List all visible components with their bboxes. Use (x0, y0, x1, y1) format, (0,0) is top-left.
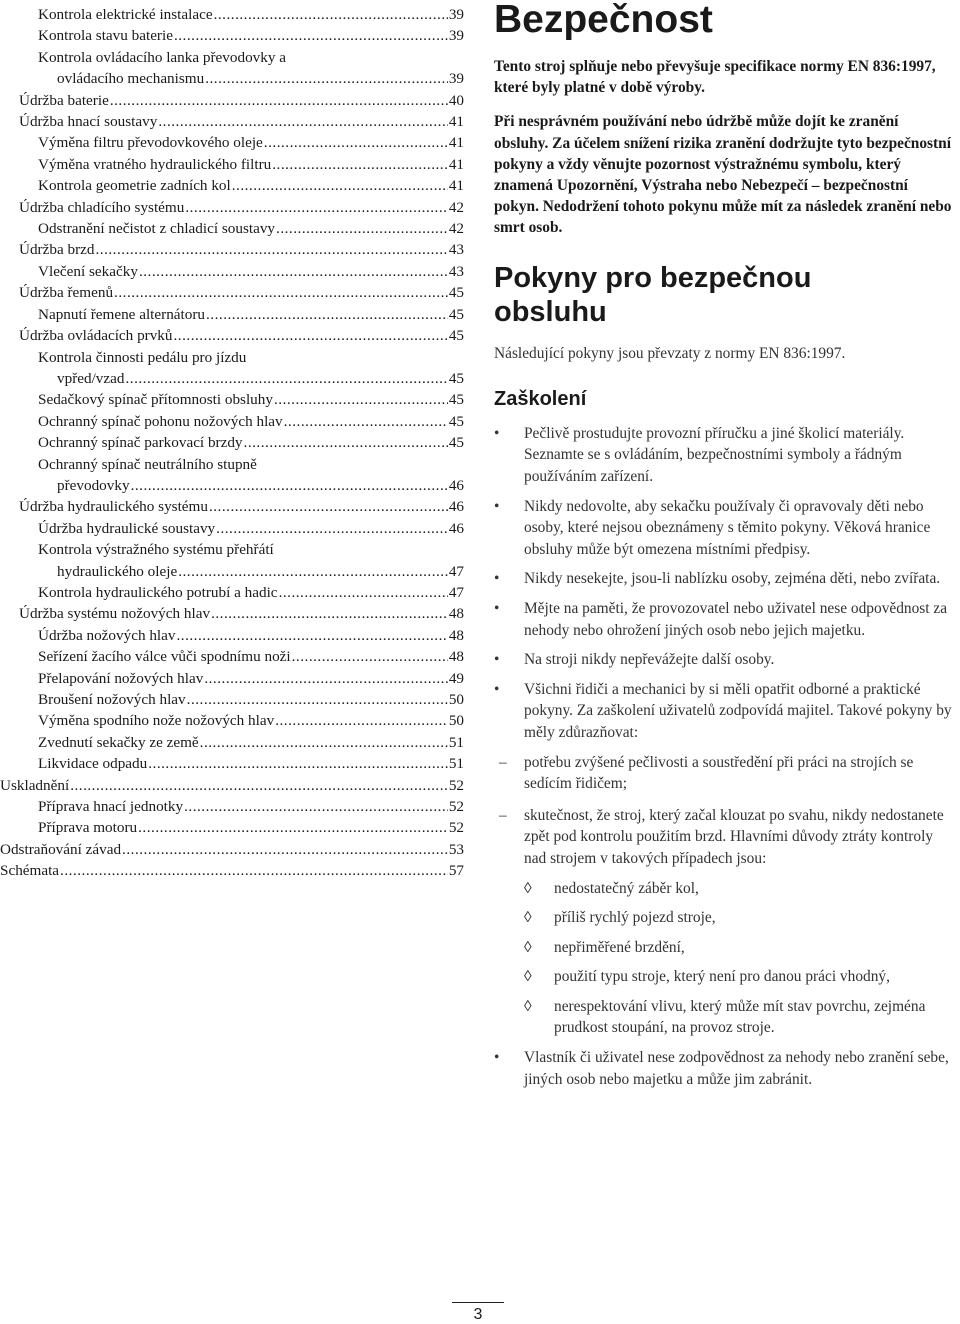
toc-entry (0, 796, 464, 817)
toc-entry-title: Sedačkový spínač přítomnosti obsluhy (38, 391, 273, 409)
toc-leader-dots (187, 689, 448, 710)
bullet-icon: • (494, 651, 500, 669)
table-of-contents (0, 4, 464, 882)
toc-page-number: 43 (448, 241, 464, 259)
dash-icon: – (499, 806, 507, 824)
list-item (494, 496, 956, 561)
diamond-icon: ◊ (524, 968, 532, 986)
toc-page-number: 46 (448, 498, 464, 516)
toc-leader-dots (279, 582, 448, 603)
toc-entry-title: Kontrola ovládacího lanka převodovky a (38, 48, 286, 66)
list-item-text: skutečnost, že stroj, který začal klouzat po svahu, nikdy nedostanete zpět pod kontrolu použitím brzd. Hlavními důvody ztráty kontroly nad strojem v takových případech jsou: (524, 806, 944, 867)
toc-page-number: 45 (448, 434, 464, 452)
toc-entry-title-continued: převodovky (57, 476, 130, 494)
toc-leader-dots (174, 325, 448, 346)
list-item-text: Všichni řidiči a mechanici by si měli opatřit odborné a praktické pokyny. Za zaškolení uživatelů zodpovídá majitel. Takové pokyny by měly zdůrazňovat: (524, 680, 952, 741)
toc-entry-title: Údržba řemenů (19, 284, 114, 302)
toc-page-number: 39 (448, 27, 464, 45)
toc-page-number: 39 (448, 6, 464, 23)
list-item-text: Nikdy nedovolte, aby sekačku používaly či opravovaly děti nebo osoby, které nejsou obeznámeny s těmito pokyny. Věková hranice obsluhy může být omezena místními předpisy. (524, 497, 931, 558)
list-item (494, 568, 956, 590)
toc-entry (0, 347, 464, 390)
toc-page-number: 47 (448, 583, 464, 601)
toc-page-number: 49 (448, 669, 464, 687)
toc-entry-title: Zvednutí sekačky ze země (38, 733, 199, 751)
list-item (494, 679, 956, 744)
toc-entry-title: Napnutí řemene alternátoru (38, 305, 205, 323)
toc-page-number: 51 (448, 755, 464, 773)
toc-leader-dots (122, 839, 448, 860)
toc-page-number: 50 (448, 691, 464, 708)
toc-leader-dots (204, 668, 447, 689)
toc-entry (0, 860, 464, 881)
list-item-text: potřebu zvýšené pečlivosti a soustředění při práci na strojích se sedícím řidičem; (524, 753, 914, 793)
toc-entry (0, 90, 464, 111)
toc-leader-dots (264, 132, 448, 153)
toc-leader-dots (216, 518, 448, 539)
toc-leader-dots (138, 817, 448, 838)
toc-entry-title: Kontrola elektrické instalace (38, 6, 213, 23)
toc-page-number: 41 (448, 155, 464, 173)
toc-entry (0, 111, 464, 132)
bullet-icon: • (494, 570, 500, 588)
toc-entry (0, 689, 464, 710)
toc-entry-title: Údržba baterie (19, 91, 109, 109)
list-item (524, 878, 956, 900)
toc-leader-dots (275, 710, 448, 731)
toc-entry (0, 668, 464, 689)
bullet-icon: • (494, 497, 500, 515)
training-last-bullet-list (494, 1047, 956, 1090)
toc-entry (0, 389, 464, 410)
toc-entry (0, 539, 464, 582)
toc-entry-title: Likvidace odpadu (38, 755, 148, 773)
training-dash-list (494, 752, 956, 870)
safety-warning: Při nesprávném používání nebo údržbě může dojít ke zranění obsluhy. Za účelem snížení rizika zranění dodržujte tyto bezpečnostní pokyny a vždy věnujte pozornost výstražnému symbolu, který znamená Upozornění, Výstraha nebo Nebezpečí – bezpečnostní pokyn. Nedodržení tohoto pokynu může mít za následek zranění nebo smrt osob. (494, 113, 952, 237)
toc-entry (0, 282, 464, 303)
toc-page-number: 41 (448, 134, 464, 152)
toc-entry (0, 154, 464, 175)
list-item (494, 598, 956, 641)
toc-leader-dots (114, 282, 448, 303)
toc-entry (0, 47, 464, 90)
toc-entry (0, 197, 464, 218)
list-item (524, 996, 956, 1039)
toc-entry-title: Odstranění nečistot z chladicí soustavy (38, 220, 276, 238)
toc-entry-title: Výměna vratného hydraulického filtru (38, 155, 272, 173)
list-item-text: nerespektování vlivu, který může mít stav povrchu, zejména prudkost stoupání, na provoz stroje. (554, 997, 926, 1037)
toc-entry (0, 132, 464, 153)
toc-page-number: 45 (448, 412, 464, 430)
toc-leader-dots (274, 389, 448, 410)
toc-leader-dots (184, 796, 448, 817)
safety-heading: Bezpečnost (494, 0, 713, 41)
toc-leader-dots (148, 753, 448, 774)
training-heading: Zaškolení (494, 387, 587, 410)
toc-leader-dots (60, 860, 448, 881)
list-item-text: Pečlivě prostudujte provozní příručku a jiné školicí materiály. Seznamte se s ovládáním, bezpečnostními symboly a řádným používáním zařízení. (524, 424, 905, 486)
toc-entry-title: Kontrola činnosti pedálu pro jízdu (38, 348, 247, 366)
bullet-icon: • (494, 599, 500, 617)
toc-leader-dots (209, 496, 448, 517)
toc-entry (0, 817, 464, 838)
toc-page-number: 42 (448, 198, 464, 216)
toc-entry (0, 646, 464, 667)
list-item-text: Mějte na paměti, že provozovatel nebo uživatel nese odpovědnost za nehody nebo ohrožení jiných osob nebo jejich majetku. (524, 599, 948, 639)
toc-entry (0, 775, 464, 796)
toc-entry-title: Údržba hydraulické soustavy (38, 519, 216, 537)
list-item (524, 966, 956, 988)
toc-entry (0, 753, 464, 774)
toc-entry-title: Údržba systému nožových hlav (19, 605, 211, 623)
list-item-text: Vlastník či uživatel nese zodpovědnost za nehody nebo zranění sebe, jiných osob nebo majetku a může jim zabránit. (524, 1049, 949, 1088)
diamond-icon: ◊ (524, 879, 532, 897)
list-item (494, 752, 956, 795)
toc-leader-dots (276, 218, 448, 239)
toc-leader-dots (292, 646, 448, 667)
toc-entry-title: Údržba brzd (19, 241, 95, 259)
diamond-icon: ◊ (524, 909, 532, 927)
list-item-text: příliš rychlý pojezd stroje, (554, 909, 716, 927)
toc-entry (0, 261, 464, 282)
toc-entry-title: Údržba hnací soustavy (19, 113, 158, 131)
toc-leader-dots (244, 432, 448, 453)
toc-entry-title: Vlečení sekačky (38, 262, 138, 280)
toc-leader-dots (95, 239, 447, 260)
toc-entry-title: Výměna filtru převodovkového oleje (38, 134, 263, 152)
toc-entry-title: Údržba nožových hlav (38, 626, 176, 644)
toc-entry (0, 432, 464, 453)
list-item (494, 1047, 956, 1090)
toc-entry-title: Ochranný spínač pohonu nožových hlav (38, 412, 283, 430)
toc-entry (0, 518, 464, 539)
toc-entry-title: Schémata (0, 862, 60, 880)
toc-entry-title: Příprava hnací jednotky (38, 798, 184, 816)
toc-page-number: 48 (448, 605, 464, 623)
instructions-heading: Pokyny pro bezpečnou obsluhu (494, 261, 812, 328)
toc-page-number: 47 (448, 562, 464, 580)
toc-leader-dots (206, 304, 448, 325)
safety-intro: Tento stroj splňuje nebo převyšuje specifikace normy EN 836:1997, které byly platné v době výroby. (494, 58, 936, 97)
toc-page-number: 51 (448, 733, 464, 751)
toc-entry-title-continued: vpřed/vzad (57, 369, 125, 387)
dash-icon: – (499, 753, 507, 771)
toc-entry-title: Ochranný spínač neutrálního stupně (38, 455, 257, 473)
toc-page-number: 52 (448, 798, 464, 816)
toc-entry-title: Kontrola hydraulického potrubí a hadic (38, 583, 278, 601)
list-item-text: nepřiměřené brzdění, (554, 938, 685, 956)
toc-page-number: 46 (448, 519, 464, 537)
footer-rule (452, 1302, 504, 1303)
toc-entry-title: Uskladnění (0, 776, 70, 794)
toc-page-number: 45 (448, 391, 464, 409)
toc-entry-title: Údržba ovládacích prvků (19, 327, 173, 345)
toc-entry-title: Odstraňování závad (0, 840, 122, 858)
toc-entry-title: Přelapování nožových hlav (38, 669, 204, 687)
toc-page-number: 50 (448, 712, 464, 730)
toc-leader-dots (284, 411, 448, 432)
list-item (524, 937, 956, 959)
toc-entry (0, 625, 464, 646)
toc-entry-title: Příprava motoru (38, 819, 138, 837)
toc-entry-title: Údržba chladícího systému (19, 198, 185, 216)
toc-entry-title: Broušení nožových hlav (38, 691, 186, 708)
toc-entry-title: Výměna spodního nože nožových hlav (38, 712, 275, 730)
bullet-icon: • (494, 680, 500, 698)
list-item (524, 907, 956, 929)
toc-entry-title: Ochranný spínač parkovací brzdy (38, 434, 243, 452)
page-number: 3 (473, 1306, 483, 1323)
list-item-text: nedostatečný záběr kol, (554, 879, 699, 897)
toc-page-number: 52 (448, 819, 464, 837)
toc-leader-dots (158, 111, 447, 132)
training-bullet-list (494, 423, 956, 744)
list-item (494, 805, 956, 870)
toc-entry-title: Údržba hydraulického systému (19, 498, 208, 516)
toc-leader-dots (139, 261, 448, 282)
instructions-note: Následující pokyny jsou převzaty z normy EN 836:1997. (494, 344, 846, 362)
training-diamond-list (524, 878, 956, 1040)
toc-entry-title-continued: ovládacího mechanismu (57, 70, 205, 88)
list-item (494, 423, 956, 488)
toc-entry (0, 325, 464, 346)
toc-entry (0, 4, 464, 25)
toc-page-number: 57 (448, 862, 464, 880)
list-item (494, 649, 956, 671)
toc-page-number: 45 (448, 369, 464, 387)
toc-page-number: 45 (448, 327, 464, 345)
toc-page-number: 45 (448, 305, 464, 323)
toc-page-number: 48 (448, 648, 464, 666)
toc-leader-dots (214, 4, 448, 25)
toc-page-number: 42 (448, 220, 464, 238)
toc-page-number: 43 (448, 262, 464, 280)
toc-leader-dots (70, 775, 448, 796)
toc-leader-dots (174, 25, 448, 46)
toc-leader-dots (272, 154, 448, 175)
toc-entry (0, 839, 464, 860)
toc-page-number: 41 (448, 177, 464, 195)
toc-leader-dots (205, 68, 448, 89)
toc-entry (0, 582, 464, 603)
toc-entry (0, 454, 464, 497)
toc-entry (0, 732, 464, 753)
toc-leader-dots (178, 561, 448, 582)
bullet-icon: • (494, 1049, 500, 1067)
bullet-icon: • (494, 424, 500, 442)
toc-leader-dots (125, 368, 447, 389)
toc-leader-dots (211, 603, 448, 624)
toc-page-number: 46 (448, 476, 464, 494)
toc-page-number: 39 (448, 70, 464, 88)
toc-entry (0, 218, 464, 239)
toc-entry (0, 25, 464, 46)
toc-leader-dots (200, 732, 448, 753)
toc-leader-dots (110, 90, 448, 111)
toc-entry-title: Kontrola výstražného systému přehřátí (38, 541, 274, 559)
toc-entry (0, 411, 464, 432)
toc-page-number: 40 (448, 91, 464, 109)
diamond-icon: ◊ (524, 938, 532, 956)
toc-page-number: 45 (448, 284, 464, 302)
toc-entry (0, 710, 464, 731)
toc-entry-title-continued: hydraulického oleje (57, 562, 178, 580)
toc-entry (0, 496, 464, 517)
toc-entry-title: Seřízení žacího válce vůči spodnímu noži (38, 648, 291, 666)
toc-entry-title: Kontrola geometrie zadních kol (38, 177, 231, 195)
toc-entry (0, 304, 464, 325)
toc-entry-title: Kontrola stavu baterie (38, 27, 173, 45)
toc-page-number: 41 (448, 113, 464, 131)
toc-leader-dots (131, 475, 448, 496)
safety-column (494, 0, 956, 1098)
list-item-text: Nikdy nesekejte, jsou-li nablízku osoby, zejména děti, nebo zvířata. (524, 570, 941, 588)
toc-page-number: 53 (448, 840, 464, 858)
list-item-text: Na stroji nikdy nepřevážejte další osoby. (524, 651, 775, 669)
toc-leader-dots (176, 625, 447, 646)
list-item-text: použití typu stroje, který není pro danou práci vhodný, (554, 968, 890, 986)
diamond-icon: ◊ (524, 997, 532, 1015)
toc-entry (0, 603, 464, 624)
toc-entry (0, 175, 464, 196)
toc-page-number: 48 (448, 626, 464, 644)
toc-leader-dots (185, 197, 447, 218)
toc-entry (0, 239, 464, 260)
toc-page-number: 52 (448, 776, 464, 794)
toc-leader-dots (232, 175, 448, 196)
